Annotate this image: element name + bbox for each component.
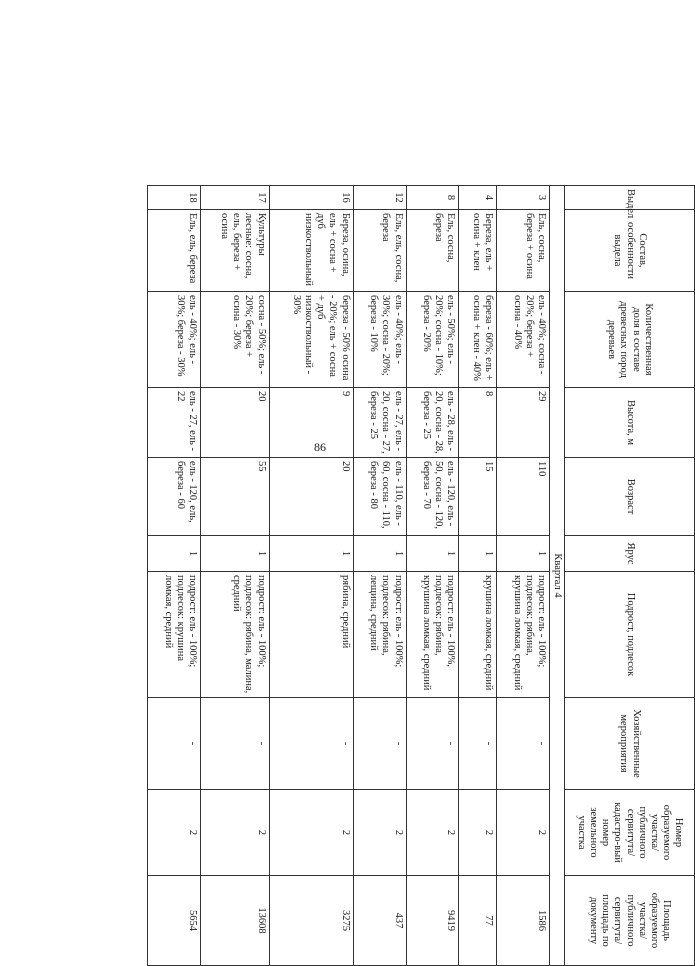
cell-yarus: 1 <box>148 536 201 572</box>
cell-vozrast: 55 <box>201 458 270 536</box>
cell-vysota: ель - 27, ель - 22 <box>148 388 201 458</box>
cell-hoz: - <box>406 698 459 790</box>
cell-ploshad: 9419 <box>406 876 459 966</box>
cell-nomer: 2 <box>406 790 459 876</box>
cell-podrost: подрост: ель - 100%; подлесок: рябина, малина, средний <box>201 572 270 698</box>
table-row <box>496 186 549 966</box>
page-number: 86 <box>314 440 326 454</box>
header-vysota: Высота, м <box>565 388 695 458</box>
cell-kolich: ель - 40%; ель - 30%; сосна - 20%; береза - 10% <box>353 292 406 388</box>
header-vydel: Выдел <box>565 186 695 210</box>
forest-inventory-table <box>147 185 695 966</box>
cell-yarus: 1 <box>406 536 459 572</box>
cell-vozrast: ель - 110, ель - 60, сосна - 110, береза - 80 <box>353 458 406 536</box>
cell-podrost: подрост: ель - 100%; подлесок: рябина, лещина, средний <box>353 572 406 698</box>
cell-sostav: Ель, ель, сосна, береза <box>353 210 406 292</box>
cell-vysota: ель - 27, ель - 20, сосна - 27, береза - 25 <box>353 388 406 458</box>
cell-kolich: береза - 50% осина - 20%; ель + сосна + дуб низкоствольный - 30% <box>269 292 353 388</box>
header-hoz: Хозяйственные мероприятия <box>565 698 695 790</box>
cell-vydel: 3 <box>496 186 549 210</box>
cell-vydel: 18 <box>148 186 201 210</box>
cell-hoz: - <box>148 698 201 790</box>
cell-kolich: ель - 40%; сосна - 20%; береза + осина - 40% <box>496 292 549 388</box>
cell-nomer: 2 <box>459 790 496 876</box>
quarter-row <box>549 186 564 966</box>
cell-nomer: 2 <box>269 790 353 876</box>
cell-vydel: 17 <box>201 186 270 210</box>
cell-ploshad: 1586 <box>496 876 549 966</box>
cell-yarus: 1 <box>353 536 406 572</box>
cell-nomer: 2 <box>496 790 549 876</box>
cell-sostav: Ель, сосна, береза + осина <box>496 210 549 292</box>
cell-vydel: 8 <box>406 186 459 210</box>
cell-podrost: подрост: ель - 100%; подлесок: крушина ломкая, средний <box>148 572 201 698</box>
header-row <box>565 186 695 966</box>
cell-ploshad: 3275 <box>269 876 353 966</box>
cell-vysota: ель - 28, ель - 20, сосна - 28, береза - 25 <box>406 388 459 458</box>
cell-vozrast: 15 <box>459 458 496 536</box>
header-yarus: Ярус <box>565 536 695 572</box>
cell-ploshad: 77 <box>459 876 496 966</box>
cell-vozrast: 20 <box>269 458 353 536</box>
rotated-table-container <box>145 185 695 949</box>
quarter-label: Квартал 4 <box>549 186 564 966</box>
cell-nomer: 2 <box>353 790 406 876</box>
header-kolich: Количественная доля в составе древесных пород деревьев <box>565 292 695 388</box>
cell-vozrast: ель - 120, ель, береза - 60 <box>148 458 201 536</box>
table-row <box>459 186 496 966</box>
header-sostav: Состав, особенности выдела <box>565 210 695 292</box>
cell-kolich: береза - 60%; ель + осина + клен - 40% <box>459 292 496 388</box>
cell-vysota: 20 <box>201 388 270 458</box>
cell-sostav: Ель, сосна, береза <box>406 210 459 292</box>
cell-kolich: ель - 40%; ель - 30%; береза - 30% <box>148 292 201 388</box>
table-row <box>269 186 353 966</box>
cell-hoz: - <box>201 698 270 790</box>
cell-vozrast: 110 <box>496 458 549 536</box>
cell-podrost: крушина ломкая, средний <box>459 572 496 698</box>
cell-vydel: 4 <box>459 186 496 210</box>
cell-hoz: - <box>269 698 353 790</box>
cell-kolich: ель - 50%; ель - 20%; сосна - 10%; береза - 20% <box>406 292 459 388</box>
cell-vysota: 9 <box>269 388 353 458</box>
cell-ploshad: 13608 <box>201 876 270 966</box>
cell-sostav: Береза, ель + осина + клен <box>459 210 496 292</box>
cell-kolich: сосна - 50%; ель - 20%; береза + осина - 30% <box>201 292 270 388</box>
header-vozrast: Возраст <box>565 458 695 536</box>
cell-yarus: 1 <box>459 536 496 572</box>
cell-ploshad: 437 <box>353 876 406 966</box>
cell-nomer: 2 <box>148 790 201 876</box>
header-ploshad: Площадь образуемого участка/ публичного сервитута/площадь по документу <box>565 876 695 966</box>
cell-sostav: Береза, осина, ель + сосна + дуб низкоствольный <box>269 210 353 292</box>
table-row <box>406 186 459 966</box>
cell-hoz: - <box>459 698 496 790</box>
header-podrost: Подрост, подлесок <box>565 572 695 698</box>
cell-podrost: рябина, средний <box>269 572 353 698</box>
cell-ploshad: 5654 <box>148 876 201 966</box>
cell-podrost: подрост: ель - 100%, подлесок: рябина, крушина ломкая, средний <box>406 572 459 698</box>
cell-vozrast: ель - 120, ель - 50, сосна - 120, береза - 70 <box>406 458 459 536</box>
cell-hoz: - <box>496 698 549 790</box>
cell-yarus: 1 <box>496 536 549 572</box>
cell-yarus: 1 <box>269 536 353 572</box>
cell-vydel: 12 <box>353 186 406 210</box>
header-nomer: Номер образуемого участка/ публичного сервитута/кадастро-вый номер земельного участка <box>565 790 695 876</box>
table-row <box>148 186 201 966</box>
table-row <box>201 186 270 966</box>
table-row <box>353 186 406 966</box>
cell-nomer: 2 <box>201 790 270 876</box>
cell-vydel: 16 <box>269 186 353 210</box>
cell-yarus: 1 <box>201 536 270 572</box>
cell-hoz: - <box>353 698 406 790</box>
cell-vysota: 8 <box>459 388 496 458</box>
cell-vysota: 29 <box>496 388 549 458</box>
cell-sostav: Культуры лесные: сосна, ель, береза + осина <box>201 210 270 292</box>
cell-podrost: подрост: ель - 100%; подлесок: рябина, крушина ломкая, средний <box>496 572 549 698</box>
cell-sostav: Ель, ель, береза <box>148 210 201 292</box>
